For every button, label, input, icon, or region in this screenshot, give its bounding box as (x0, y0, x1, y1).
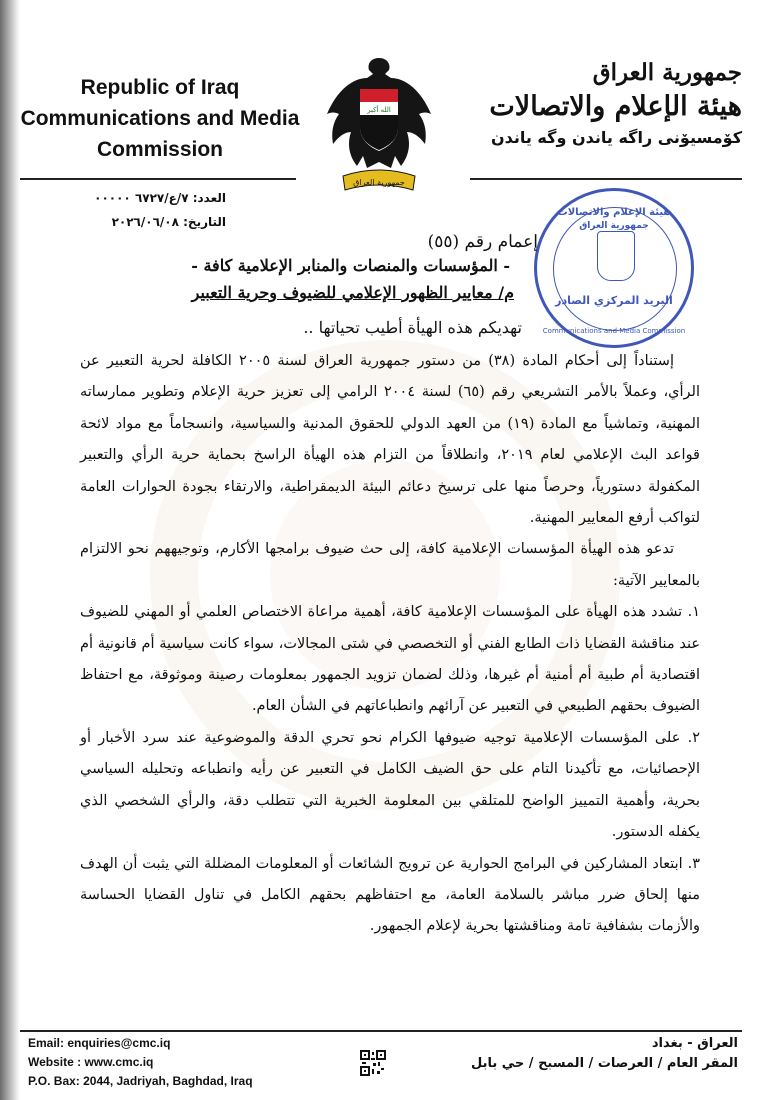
footer-rule (20, 1030, 742, 1032)
recipients-line: - المؤسسات والمنصات والمنابر الإعلامية كافة - (191, 256, 510, 275)
svg-text:الله أكبر: الله أكبر (367, 106, 391, 114)
footer-po-box: P.O. Bax: 2044, Jadriyah, Baghdad, Iraq (28, 1074, 253, 1088)
stamp-bottom-text: البريد المركزي الصادر (555, 294, 673, 307)
footer-email: Email: enquiries@cmc.iq (28, 1036, 171, 1050)
header-rule-right (470, 178, 742, 180)
criteria-item: ٣. ابتعاد المشاركين في البرامج الحوارية عن ترويج الشائعات أو المعلومات المضللة التي يثبت أن الهدف منها إلحاق ضرر مباشر بالسلامة العامة، مع احتفاظهم بحقهم الكامل في تناول القضايا الحساسة والأزمات بشفافية تامة ومناقشتها بحرية لإعلام الجمهور. (80, 855, 700, 935)
body-paragraph: تدعو هذه الهيأة المؤسسات الإعلامية كافة، إلى حث ضيوف برامجها الأكارم، وتوجيههم نحو الالتزام بالمعايير الآتية: (80, 541, 700, 589)
scan-shadow-edge (0, 0, 20, 1100)
footer-contacts (28, 1034, 253, 1091)
criteria-item: ٢. على المؤسسات الإعلامية توجيه ضيوفها الكرام نحو تحري الدقة والموضوعية عند سرد الأخبار أو الإحصائيات، مع تأكيدنا التام على حق الضيف الكامل في التعبير عن رأيه وانطباعه وتحليله السياسي بحرية، وأهمية التمييز الواضح للمتلقي بين المعلومة الخبرية التي تتطلب دقة، والرأي الشخصي الذي يكفله الدستور. (80, 729, 700, 841)
header-english-line3: Commission (96, 138, 224, 161)
subject-line: م/ معايير الظهور الإعلامي للضيوف وحرية التعبير (191, 283, 514, 302)
iraq-eagle-emblem-icon (323, 52, 435, 200)
reference-date: التاريخ: ٢٠٢٦/٠٦/٠٨ (111, 215, 226, 229)
stamp-center-text: جمهورية العراق (579, 221, 649, 231)
header-arabic-line1: جمهورية العراق (592, 59, 742, 86)
reference-block (66, 186, 226, 234)
official-stamp (534, 188, 694, 348)
criteria-item: ١. تشدد هذه الهيأة على المؤسسات الإعلامية كافة، أهمية مراعاة الاختصاص العلمي أو المهني للضيوف عند مناقشة القضايا ذات الطابع الفني أو التخصصي في شتى المجالات، سواء كانت سياسية أم قانونية أم اقتصادية أم طبية أم أمنية أم غيرها، وذلك لضمان تزويد الجمهور بمعلومات رصينة وموثوقة، مع احتفاظ الضيوف بحقهم الطبيعي في التعبير عن آرائهم وانطباعاتهم في الشأن العام. (80, 604, 700, 715)
header-arabic-line2: هيئة الإعلام والاتصالات (489, 91, 742, 122)
footer-address-line2: المقر العام / العرصات / المسبح / حي بابل (470, 1056, 738, 1071)
footer-website: Website : www.cmc.iq (28, 1055, 154, 1069)
footer-address (471, 1034, 738, 1074)
stamp-ring-text: Communications and Media Commission (542, 327, 686, 335)
greeting: تهديكم هذه الهيأة أطيب تحياتها .. (303, 318, 522, 337)
header-english-line1: Republic of Iraq (80, 76, 240, 99)
header-arabic (472, 58, 742, 150)
header-kurdish-line: كۆمسيۆنى راگه ياندن وگه ياندن (490, 128, 742, 147)
qr-code-icon (360, 1050, 386, 1076)
header-english-line2: Communications and Media (20, 107, 300, 130)
stamp-emblem-icon (597, 231, 635, 281)
reference-number: العدد: ٧/ع/٦٧٢٧ ٠٠٠٠٠ (94, 191, 226, 205)
header-rule-left (20, 178, 296, 180)
emblem-ribbon-text: جمهورية العراق (353, 178, 405, 187)
body-paragraph: إستناداً إلى أحكام المادة (٣٨) من دستور جمهورية العراق لسنة ٢٠٠٥ الكافلة لحرية التعبير عن الرأي، وعملاً بالأمر التشريعي رقم (٦٥) لسنة ٢٠٠٤ الرامي إلى تعزيز حرية الإعلام وتطوير ممارساته المهنية، وتماشياً مع المادة (١٩) من العهد الدولي للحقوق المدنية والسياسية، وانسجاماً مع مواد لائحة قواعد البث الإعلامي لعام ٢٠١٩، وانطلاقاً من التزام هذه الهيأة الراسخ بحماية حرية الرأي والتعبير المكفولة دستورياً، وحرصاً منها على ترسيخ دعائم البيئة الديمقراطية، والارتقاء بجودة الحوارات العامة لتواكب أرفع المعايير المهنية. (80, 353, 700, 527)
letter-body (80, 346, 700, 943)
circular-number: إعمام رقم (٥٥) (427, 232, 538, 252)
footer-address-line1: العراق - بغداد (651, 1036, 738, 1051)
stamp-top-text: هيئة الإعلام والاتصالات (557, 207, 671, 218)
header-english (20, 72, 300, 165)
